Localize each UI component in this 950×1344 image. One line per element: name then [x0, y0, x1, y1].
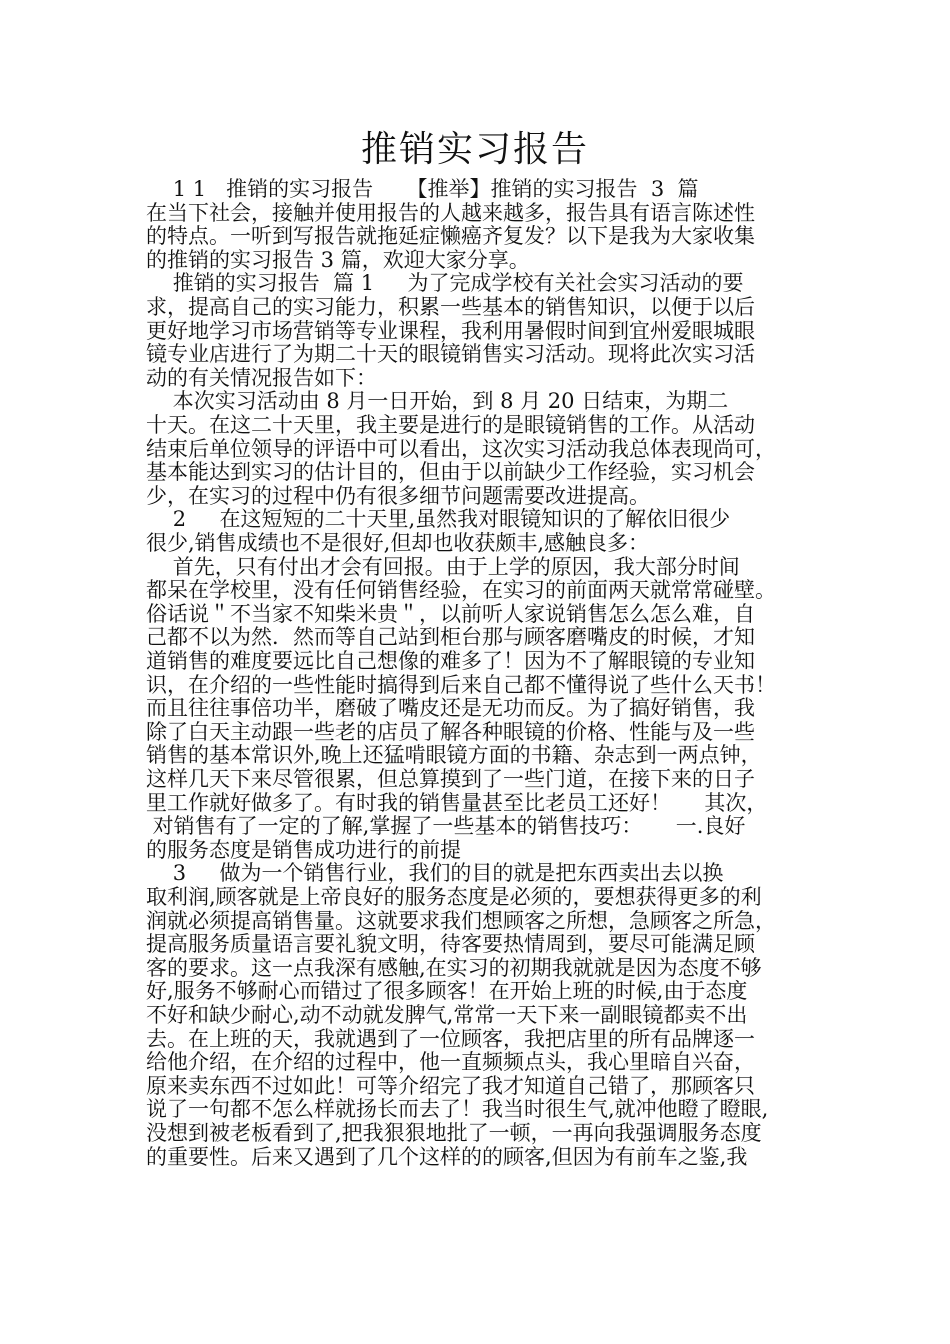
paragraph-line: 客的要求。这一点我深有感触,在实习的初期我就就是因为态度不够	[146, 955, 762, 980]
paragraph-line: 镜专业店进行了为期二十天的眼镜销售实习活动。现将此次实习活	[146, 342, 755, 367]
paragraph-line: 动的有关情况报告如下：	[146, 365, 377, 390]
paragraph-line: 除了白天主动跟一些老的店员了解各种眼镜的价格、性能与及一些	[146, 719, 755, 744]
paragraph-line: 对销售有了一定的了解,掌握了一些基本的销售技巧： 一.良好	[146, 814, 746, 839]
paragraph-line: 结束后单位领导的评语中可以看出，这次实习活动我总体表现尚可，	[146, 436, 776, 461]
paragraph-line: 好,服务不够耐心而错过了很多顾客！在开始上班的时候,由于态度	[146, 979, 748, 1004]
paragraph-line: 推销的实习报告 篇 1 为了完成学校有关社会实习活动的要	[146, 271, 744, 296]
paragraph-line: 的重要性。后来又遇到了几个这样的的顾客,但因为有前车之鉴,我	[146, 1144, 748, 1169]
paragraph-line: 没想到被老板看到了,把我狠狠地批了一顿，一再向我强调服务态度	[146, 1121, 762, 1145]
paragraph-line: 原来卖东西不过如此！可等介绍完了我才知道自己错了，那顾客只	[146, 1073, 755, 1098]
paragraph-line: 更好地学习市场营销等专业课程，我利用暑假时间到宜州爱眼城眼	[146, 318, 755, 343]
paragraph-line: 求，提高自己的实习能力，积累一些基本的销售知识，以便于以后	[146, 295, 755, 319]
paragraph-line: 识，在介绍的一些性能时搞得到后来自己都不懂得说了些什么天书！	[146, 672, 776, 697]
paragraph-line: 己都不以为然．然而等自己站到柜台那与顾客磨嘴皮的时候，才知	[146, 625, 755, 650]
paragraph-line: 道销售的难度要远比自己想像的难多了！因为不了解眼镜的专业知	[146, 649, 755, 673]
paragraph-line: 都呆在学校里，没有任何销售经验，在实习的前面两天就常常碰壁。	[146, 578, 776, 603]
paragraph-line: 俗话说＂不当家不知柴米贵＂，以前听人家说销售怎么怎么难，自	[146, 601, 755, 626]
paragraph-line: 1 1 推销的实习报告 【推举】推销的实习报告 3 篇	[146, 177, 699, 201]
paragraph-line: 的推销的实习报告 3 篇，欢迎大家分享。	[146, 247, 530, 272]
paragraph-line: 说了一句都不怎么样就扬长而去了！我当时很生气,就冲他瞪了瞪眼,	[146, 1097, 769, 1122]
paragraph-line: 本次实习活动由 8 月一日开始，到 8 月 20 日结束，为期二	[146, 389, 729, 414]
paragraph-line: 润就必须提高销售量。这就要求我们想顾客之所想，急顾客之所急，	[146, 908, 776, 933]
paragraph-line: 给他介绍，在介绍的过程中，他一直频频点头，我心里暗自兴奋，	[146, 1050, 755, 1075]
paragraph-line: 去。在上班的天，我就遇到了一位顾客，我把店里的所有品牌逐一	[146, 1026, 755, 1051]
paragraph-line: 这样几天下来尽管很累，但总算摸到了一些门道，在接下来的日子	[146, 767, 755, 791]
paragraph-line: 的特点。一听到写报告就拖延症懒癌齐复发？以下是我为大家收集	[146, 224, 755, 249]
paragraph-line: 很少,销售成绩也不是很好,但却也收获颇丰,感触良多：	[146, 531, 650, 555]
paragraph-line: 在当下社会，接触并使用报告的人越来越多，报告具有语言陈述性	[146, 200, 755, 225]
paragraph-line: 十天。在这二十天里，我主要是进行的是眼镜销售的工作。从活动	[146, 413, 755, 437]
paragraph-line: 基本能达到实习的估计目的，但由于以前缺少工作经验，实习机会	[146, 460, 755, 485]
paragraph-line: 取利润,顾客就是上帝良好的服务态度是必须的，要想获得更多的利	[146, 885, 762, 909]
paragraph-line: 里工作就好做多了。有时我的销售量甚至比老员工还好！ 其次，	[146, 790, 768, 815]
paragraph-line: 而且往往事倍功半，磨破了嘴皮还是无功而反。为了搞好销售，我	[146, 696, 755, 721]
paragraph-line: 首先，只有付出才会有回报。由于上学的原因，我大部分时间	[146, 554, 740, 579]
paragraph-line: 提高服务质量语言要礼貌文明，待客要热情周到，要尽可能满足顾	[146, 932, 755, 957]
document-title: 推销实习报告	[360, 129, 589, 170]
paragraph-line: 2 在这短短的二十天里,虽然我对眼镜知识的了解依旧很少	[146, 507, 731, 532]
paragraph-line: 销售的基本常识外,晚上还猛啃眼镜方面的书籍、杂志到一两点钟，	[146, 743, 762, 768]
paragraph-line: 少，在实习的过程中仍有很多细节问题需要改进提高。	[146, 483, 650, 508]
paragraph-line: 3 做为一个销售行业，我们的目的就是把东西卖出去以换	[146, 861, 724, 886]
paragraph-line: 的服务态度是销售成功进行的前提	[146, 837, 461, 862]
paragraph-line: 不好和缺少耐心,动不动就发脾气,常常一天下来一副眼镜都卖不出	[146, 1003, 748, 1027]
